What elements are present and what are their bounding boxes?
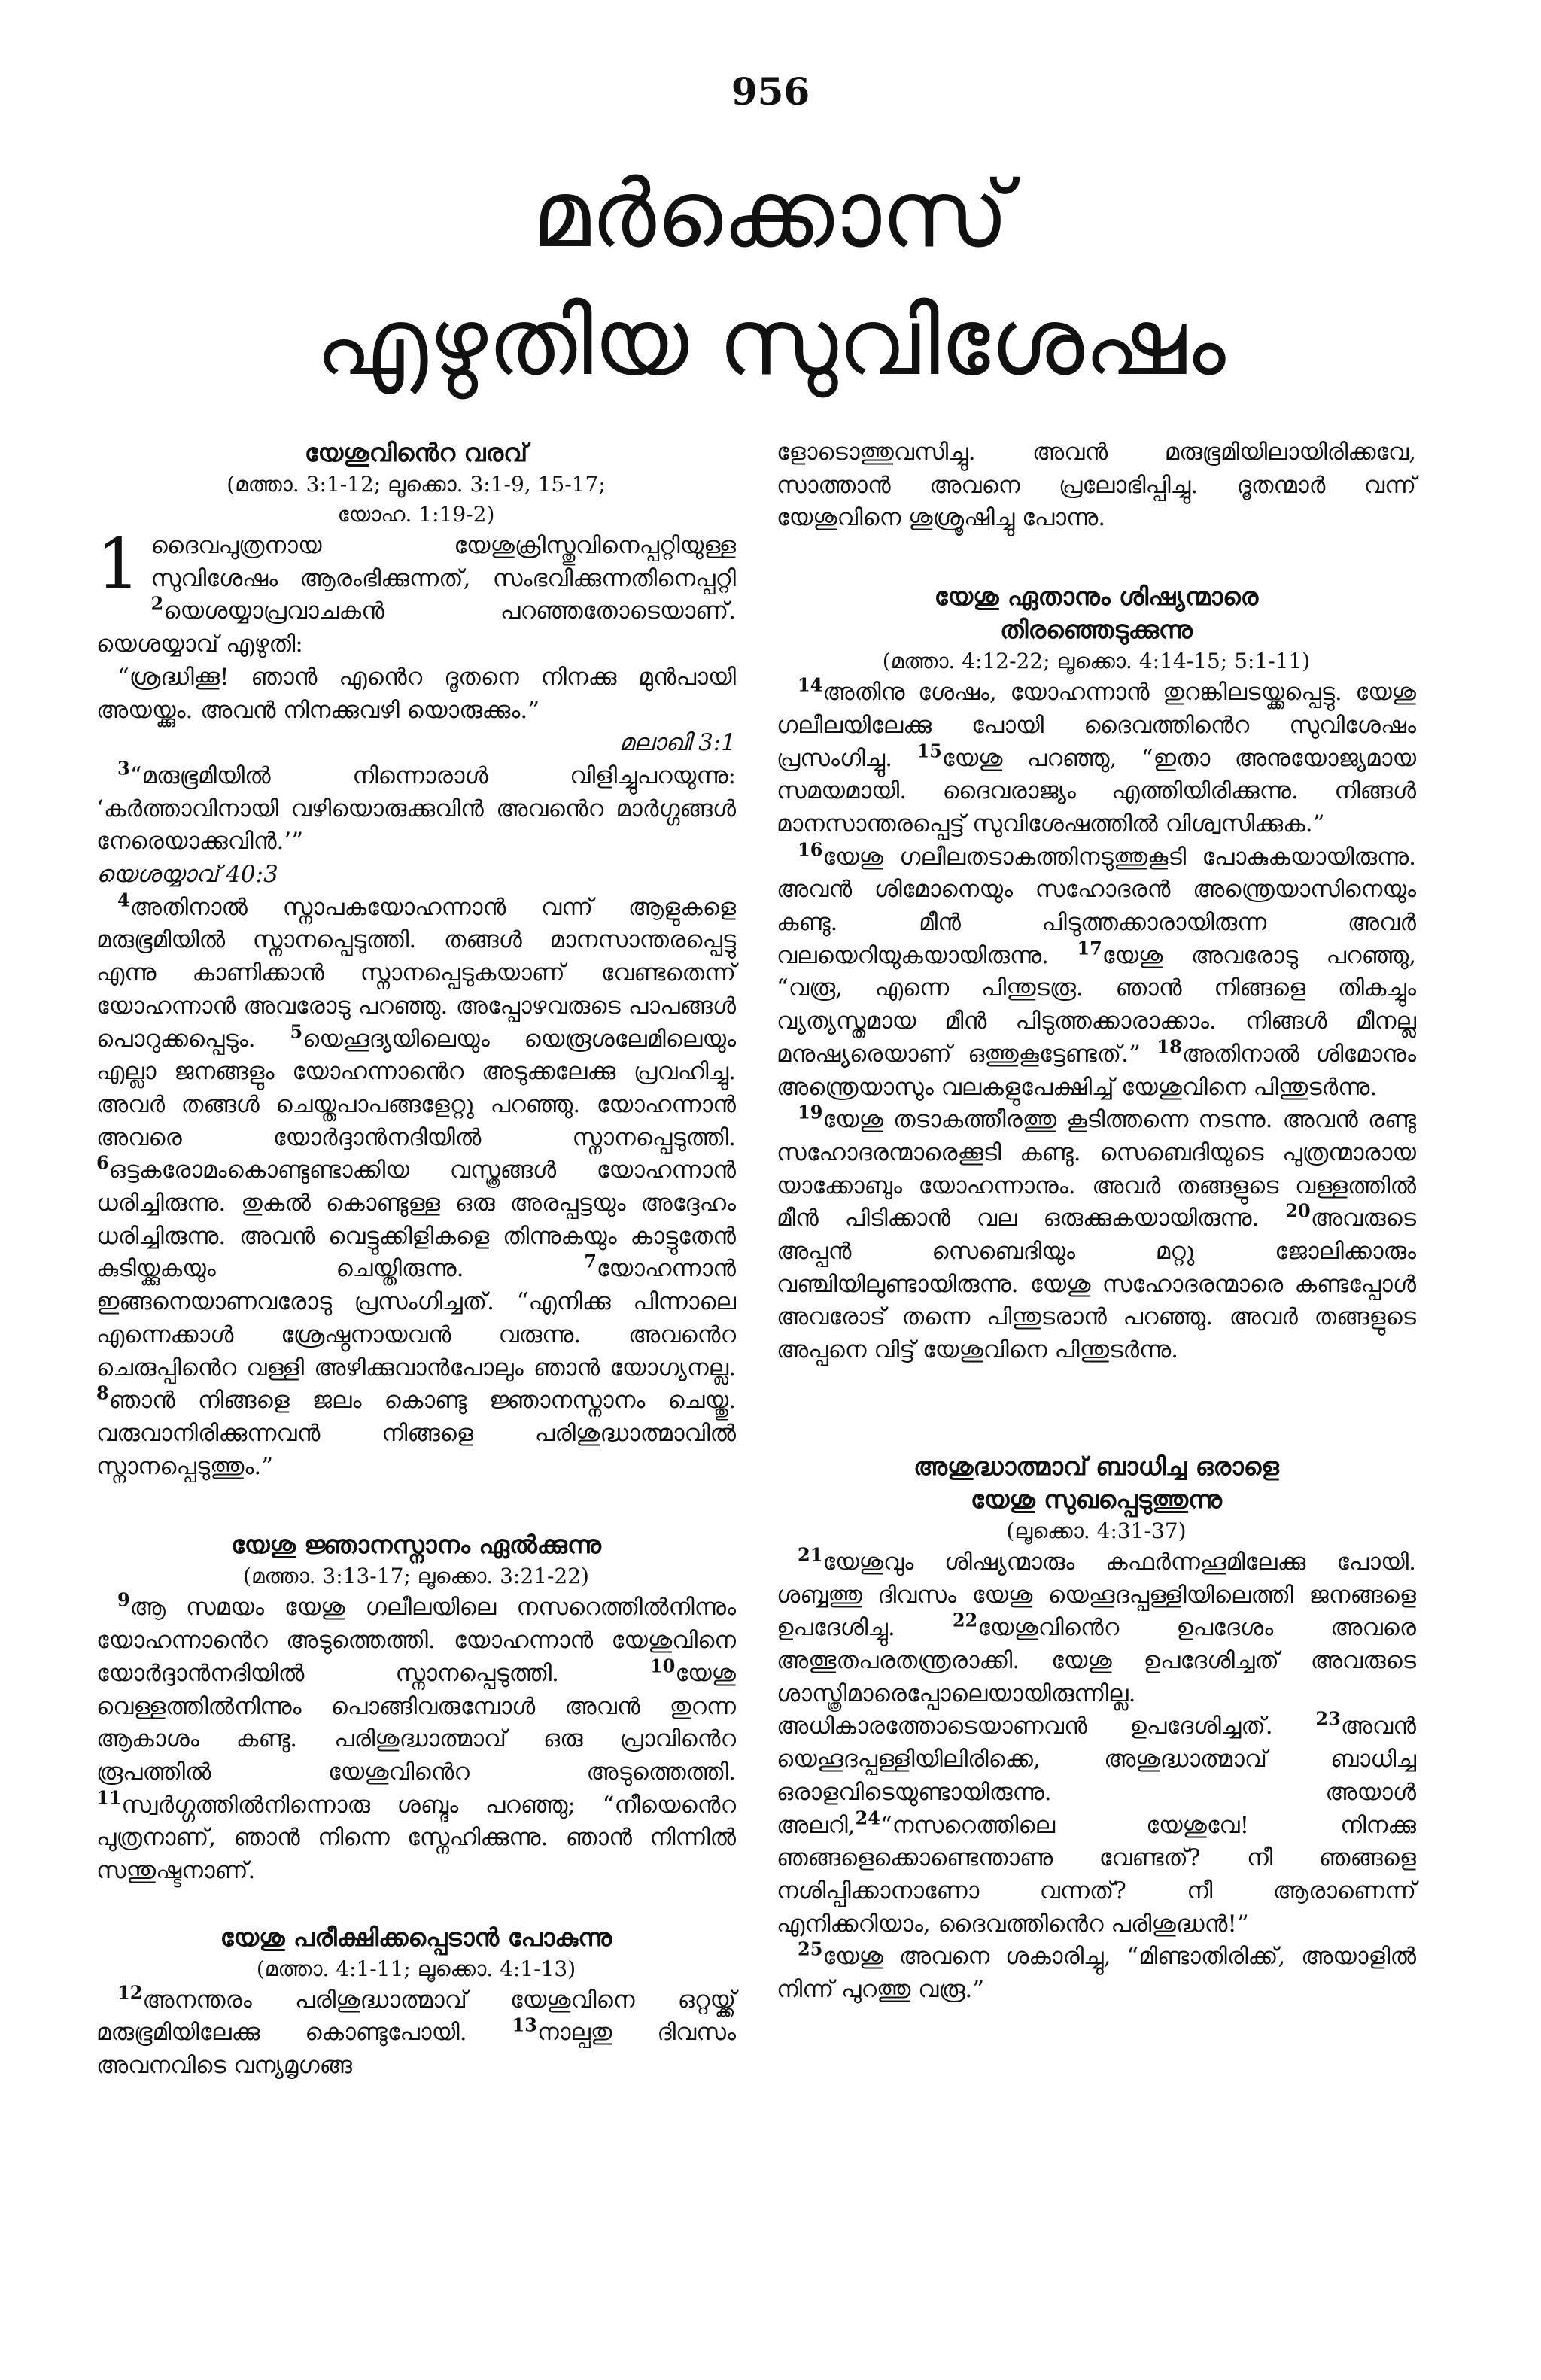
verse-text: ദൈവപുത്രനായ യേശുക്രിസ്തുവിനെപ്പറ്റിയുള്ള സുവിശേഷം ആരംഭിക്കുന്നത്, സംഭവിക്കുന്നതിനെപ്പറ്റി (150, 532, 736, 592)
verse-number: 16 (798, 838, 823, 861)
cross-reference: (മത്താ. 4:1-11; ലൂക്കൊ. 4:1-13) (256, 1956, 576, 1981)
verse-number: 21 (798, 1543, 823, 1566)
verse-text: അതിനു ശേഷം, യോഹന്നാൻ തുറങ്കിലടയ്ക്കപ്പെട്ടു. യേശു ഗലീലയിലേക്കു പോയി ദൈവത്തിൻെറ സുവിശേഷം പ്രസംഗിച്ചു. (777, 679, 1416, 772)
verse-paragraph (96, 1981, 736, 2083)
verse-number: 25 (798, 1938, 823, 1960)
verse-number: 18 (1157, 1035, 1182, 1058)
cross-reference: (മത്താ. 3:13-17; ലൂക്കൊ. 3:21-22) (243, 1564, 589, 1589)
verse-number: 7 (584, 1251, 597, 1273)
verse-paragraph (777, 436, 1416, 535)
verse-text: സ്വർഗ്ഗത്തിൽനിന്നൊരു ശബ്ദം പറഞ്ഞു; “നീയെൻെറ പുത്രനാണ്, ഞാൻ നിന്നെ സ്നേഹിക്കുന്നു. ഞാൻ നിന്നിൽ സന്തുഷ്ടനാണ്. (96, 1791, 736, 1885)
verse-number: 20 (1285, 1200, 1311, 1223)
verse-text: യെശയ്യാപ്രവാചകൻ പറഞ്ഞതോടെയാണ്. യെശയ്യാവ് എഴുതി: (96, 597, 736, 658)
verse-paragraph (777, 1938, 1416, 2006)
verse-text: “നസറെത്തിലെ യേശുവേ! നിനക്കു ഞങ്ങളെക്കൊണ്ടെന്താണു വേണ്ടത്? നീ ഞങ്ങളെ നശിപ്പിക്കാനാണോ വന്നത്? നീ ആരാണെന്ന് എനിക്കറിയാം, ദൈവത്തിൻെറ പരിശുദ്ധൻ!” (777, 1811, 1416, 1938)
verse-number: 10 (649, 1655, 676, 1677)
verse-number: 24 (855, 1807, 880, 1829)
cross-reference: (ലൂക്കൊ. 4:31-37) (1006, 1518, 1187, 1543)
verse-number: 22 (952, 1609, 978, 1631)
verse-text: അതിനാൽ സ്നാപകയോഹന്നാൻ വന്ന് ആളുകളെ മരുഭൂമിയിൽ സ്നാനപ്പെടുത്തി. തങ്ങൾ മാനസാന്തരപ്പെട്ടു എന്നു കാണിക്കാൻ സ്നാനപ്പെടുകയാണ് വേണ്ടതെന്ന് യോഹന്നാൻ അവരോടു പറഞ്ഞു. അപ്പോഴവരുടെ പാപങ്ങൾ പൊറുക്കപ്പെടും. (96, 893, 736, 1053)
verse-number: 8 (96, 1381, 109, 1404)
verse-paragraph (96, 1591, 736, 1887)
book-title (0, 150, 1541, 406)
verse-paragraph (96, 889, 736, 1484)
verse-number: 13 (512, 2014, 537, 2037)
verse-text: യോഹന്നാൻ ഇങ്ങനെയാണവരോടു പ്രസംഗിച്ചത്. “എനിക്കു പിന്നാലെ എന്നെക്കാൾ ശ്രേഷ്ഠനായവൻ വരുന്നു. അവൻെറ ചെരുപ്പിൻെറ വള്ളി അഴിക്കുവാൻപോലും ഞാൻ യോഗ്യനല്ല. (96, 1255, 736, 1381)
section-heading: യേശുവിൻെറ വരവ് (304, 438, 528, 467)
verse-text: ഞാൻ നിങ്ങളെ ജലം കൊണ്ടു ജ്ഞാനസ്നാനം ചെയ്തു. വരുവാനിരിക്കുന്നവൻ നിങ്ങളെ പരിശുദ്ധാത്മാവിൽ സ്നാനപ്പെടുത്തും.” (96, 1387, 736, 1480)
quote-paragraph (96, 661, 736, 727)
verse-text: യേശുവിൻെറ ഉപദേശം അവരെ അത്ഭുതപരതന്ത്രരാക്കി. യേശു ഉപദേശിച്ചത് അവരുടെ ശാസ്ത്രിമാരെപ്പോലെയായിരുന്നില്ല. അധികാരത്തോടെയാണവൻ ഉപദേശിച്ചത്. (777, 1614, 1417, 1740)
verse-number: 17 (1077, 937, 1102, 959)
cross-reference: യോഹ. 1:19-2) (337, 502, 495, 527)
verse-text: യേശു അവരോടു പറഞ്ഞു, “വരൂ, എന്നെ പിന്തുടരൂ. ഞാൻ നിങ്ങളെ തികച്ചും വ്യത്യസ്തമായ മീൻ പിടുത്തക്കാരാക്കാം. നിങ്ങൾ മീനല്ല മനുഷ്യരെയാണ് ഒത്തുകൂട്ടേണ്ടത്.” (777, 941, 1416, 1068)
book-title-line-2: എഴുതിയ സുവിശേഷം (315, 288, 1226, 397)
verse-text: ആ സമയം യേശു ഗലീലയിലെ നസറെത്തിൽനിന്നും യോഹന്നാൻെറ അടുത്തെത്തി. യോഹന്നാൻ യേശുവിനെ യോർദ്ദാൻനദിയിൽ സ്നാനപ്പെടുത്തി. (96, 1594, 736, 1687)
verse-text: അവരുടെ അപ്പൻ സെബെദിയും മറ്റു ജോലിക്കാരും വഞ്ചിയിലുണ്ടായിരുന്നു. യേശു സഹോദരന്മാരെ കണ്ടപ്പോൾ അവരോട് തന്നെ പിന്തുടരാൻ പറഞ്ഞു. അവർ തങ്ങളുടെ അപ്പനെ വിട്ട് യേശുവിനെ പിന്തുടർന്നു. (777, 1205, 1416, 1364)
verse-text: യേശു വെള്ളത്തിൽനിന്നും പൊങ്ങിവരുമ്പോൾ അവൻ തുറന്ന ആകാശം കണ്ടു. പരിശുദ്ധാത്മാവ് ഒരു പ്രാവിൻെറ രൂപത്തിൽ യേശുവിൻെറ അടുത്തെത്തി. (96, 1659, 736, 1786)
section-heading: യേശു പരീക്ഷിക്കപ്പെടാൻ പോകുന്നു (220, 1922, 612, 1952)
verse-number: 12 (117, 1981, 143, 2004)
section-heading: യേശു ഏതാനും ശിഷ്യന്മാരെ (934, 582, 1259, 612)
verse-text: നാല്പതു ദിവസം അവനവിടെ വന്യമൃഗങ്ങ (96, 2019, 736, 2080)
section-heading: തിരഞ്ഞെടുക്കുന്നു (1000, 615, 1193, 645)
section-heading: യേശു സുഖപ്പെടുത്തുന്നു (971, 1484, 1222, 1514)
verse-text: യേശു പറഞ്ഞു, “ഇതാ അനുയോജ്യമായ സമയമായി. ദൈവരാജ്യം എത്തിയിരിക്കുന്നു. നിങ്ങൾ മാനസാന്തരപ്പെട്ട് സുവിശേഷത്തിൽ വിശ്വസിക്കുക.” (777, 744, 1416, 837)
verse-text: അനന്തരം പരിശുദ്ധാത്മാവ് യേശുവിനെ ഒറ്റയ്ക്ക് മരുഭൂമിയിലേക്കു കൊണ്ടുപോയി. (96, 1986, 736, 2047)
section-heading: യേശു ജ്ഞാനസ്നാനം ഏൽക്കുന്നു (231, 1530, 601, 1560)
verse-paragraph (96, 524, 736, 661)
verse-number: 9 (117, 1589, 130, 1612)
verse-number: 14 (798, 673, 823, 696)
verse-text: അവൻ യെഹൂദപ്പള്ളിയിലിരിക്കെ, അശുദ്ധാത്മാവ് ബാധിച്ച ഒരാളവിടെയുണ്ടായിരുന്നു. അയാൾ അലറി, (777, 1713, 1416, 1839)
verse-number: 11 (96, 1786, 122, 1809)
verse-paragraph (777, 673, 1416, 841)
verse-text: യേശു തടാകത്തീരത്തു കൂടിത്തന്നെ നടന്നു. അവൻ രണ്ടു സഹോദരന്മാരെക്കൂടി കണ്ടു. സെബെദിയുടെ പുത്രന്മാരായ യാക്കോബും യോഹന്നാനും. അവർ തങ്ങളുടെ വള്ളത്തിൽ മീൻ പിടിക്കാൻ വല ഒരുക്കുകയായിരുന്നു. (777, 1106, 1416, 1233)
verse-number: 4 (117, 889, 130, 911)
quote-reference: യെശയ്യാവ് 40:3 (96, 861, 278, 889)
left-column (96, 436, 736, 2083)
verse-text: യെഹൂദ്യയിലെയും യെരൂശലേമിലെയും എല്ലാ ജനങ്ങളും യോഹന്നാൻെറ അടുക്കലേക്കു പ്രവഹിച്ചു. അവർ തങ്ങൾ ചെയ്തപാപങ്ങളേറ്റു പറഞ്ഞു. യോഹന്നാൻ അവരെ യോർദ്ദാൻനദിയിൽ സ്നാനപ്പെടുത്തി. (96, 1025, 736, 1151)
verse-number: 6 (96, 1152, 109, 1175)
verse-number: 5 (290, 1020, 303, 1043)
verse-paragraph (777, 838, 1416, 1105)
verse-paragraph (777, 1101, 1416, 1367)
cross-reference: (മത്താ. 4:12-22; ലൂക്കൊ. 4:14-15; 5:1-11) (882, 649, 1311, 674)
verse-text: ളോടൊത്തുവസിച്ചു. അവൻ മരുഭൂമിയിലായിരിക്കവേ, സാത്താൻ അവനെ പ്രലോഭിപ്പിച്ചു. ദൂതന്മാർ വന്ന് യേശുവിനെ ശുശ്രൂഷിച്ചു പോന്നു. (777, 439, 1416, 532)
verse-number: 15 (916, 740, 942, 762)
section-heading: അശുദ്ധാത്മാവ് ബാധിച്ച ഒരാളെ (913, 1451, 1279, 1481)
verse-number: 3 (117, 757, 130, 780)
quote-paragraph (96, 757, 736, 859)
cross-reference: (മത്താ. 3:1-12; ലൂക്കൊ. 3:1-9, 15-17; (226, 472, 606, 497)
verse-number: 2 (150, 593, 164, 616)
verse-paragraph (777, 1543, 1417, 1941)
chapter-number: 1 (96, 524, 141, 604)
quote-text: “ശ്രദ്ധിക്കൂ! ഞാൻ എൻെറ ദൂതനെ നിനക്കു മുൻപായി അയയ്ക്കും. അവൻ നിനക്കുവഴി യൊരുക്കും.” (96, 663, 736, 724)
page-number: 956 (731, 69, 810, 114)
right-column (777, 436, 1416, 2007)
book-title-line-1: മർക്കൊസ് (531, 160, 1010, 269)
verse-number: 19 (798, 1101, 823, 1123)
verse-text: യേശു അവനെ ശകാരിച്ചു, “മിണ്ടാതിരിക്ക്, അയാളിൽ നിന്ന് പുറത്തു വരൂ.” (777, 1943, 1416, 2004)
verse-text: യേശു ഗലീലതടാകത്തിനടുത്തുകൂടി പോകുകയായിരുന്നു. അവൻ ശിമോനെയും സഹോദരൻ അന്ത്രെയാസിനെയും കണ്ടു. മീൻ പിടുത്തക്കാരായിരുന്ന അവർ വലയെറിയുകയായിരുന്നു. (777, 843, 1416, 969)
quote-reference: മലാഖി 3:1 (619, 729, 736, 757)
quote-text: “മരുഭൂമിയിൽ നിന്നൊരാൾ വിളിച്ചുപറയുന്നു: ‘കർത്താവിനായി വഴിയൊരുക്കുവിൻ അവൻെറ മാർഗ്ഗങ്ങൾ നേരെയാക്കുവിൻ.’” (96, 761, 736, 856)
verse-text: അതിനാൽ ശിമോനും അന്ത്രെയാസും വലകളുപേക്ഷിച്ച് യേശുവിനെ പിന്തുടർന്നു. (777, 1040, 1416, 1101)
verse-text: ഒട്ടകരോമംകൊണ്ടുണ്ടാക്കിയ വസ്ത്രങ്ങൾ യോഹന്നാൻ ധരിച്ചിരുന്നു. തുകൽ കൊണ്ടുള്ള ഒരു അരപ്പട്ടയും അദ്ദേഹം ധരിച്ചിരുന്നു. അവൻ വെട്ടുക്കിളികളെ തിന്നുകയും കാട്ടുതേൻ കുടിയ്ക്കുകയും ചെയ്തിരുന്നു. (96, 1157, 736, 1283)
verse-text: യേശുവും ശിഷ്യന്മാരും കഫർന്നഹൂമിലേക്കു പോയി. ശബ്ബത്തു ദിവസം യേശു യെഹൂദപ്പള്ളിയിലെത്തി ജനങ്ങളെ ഉപദേശിച്ചു. (777, 1548, 1416, 1642)
verse-number: 23 (1315, 1708, 1341, 1731)
